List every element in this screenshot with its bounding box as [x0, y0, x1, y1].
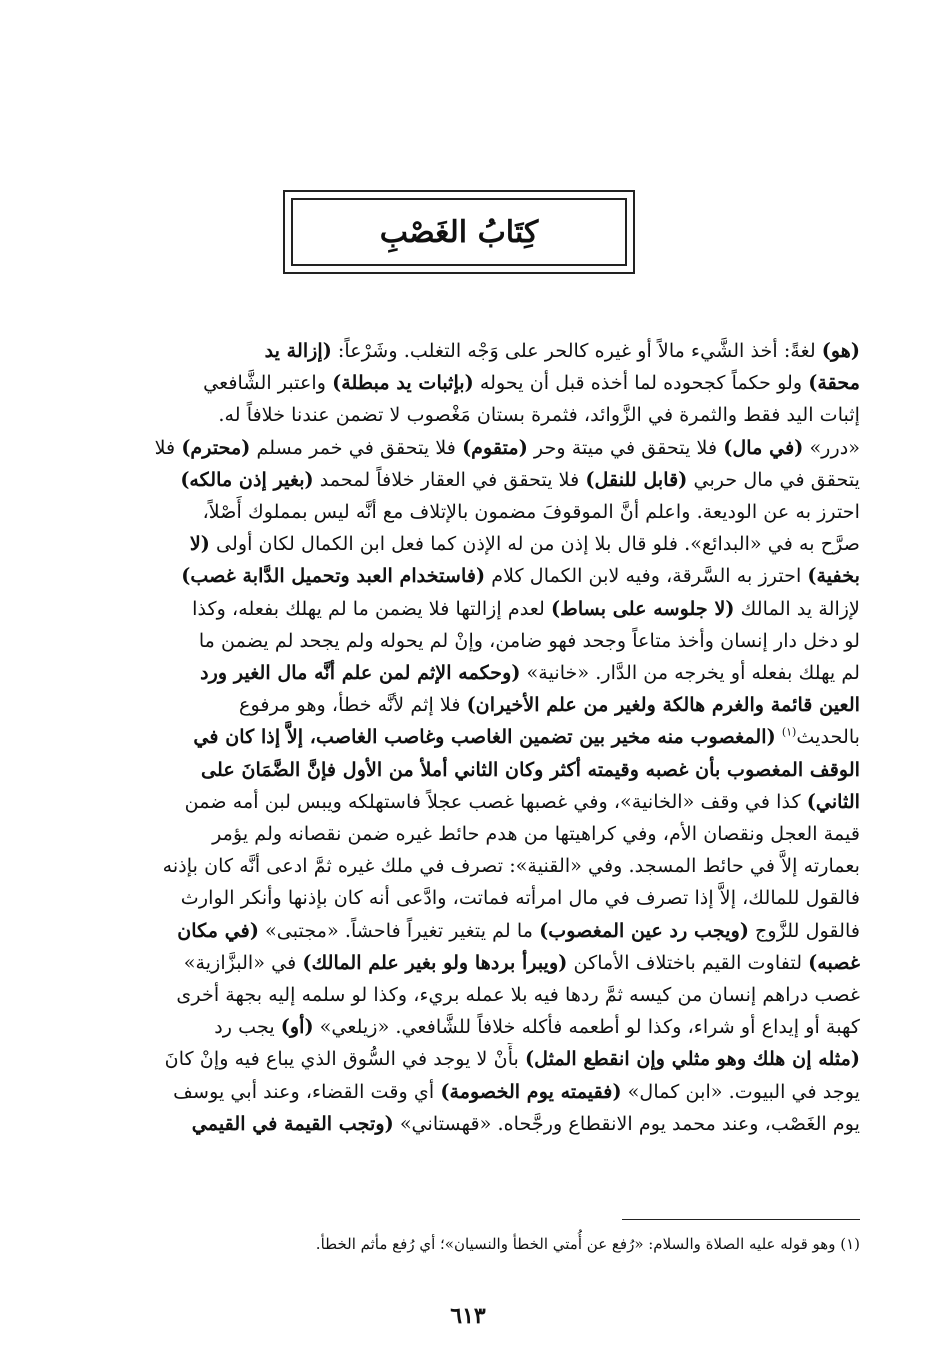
- bold-phrase: (فاستخدام العبد وتحميل الدَّابة غصب): [181, 564, 486, 588]
- text-line: [82, 1076, 860, 1108]
- text-line: [82, 367, 860, 399]
- bold-phrase: (مثله إن هلك وهو مثلي وإن انقطع المثل): [524, 1047, 860, 1071]
- text-segment: بالحديث: [796, 725, 860, 749]
- chapter-title-frame: [283, 190, 635, 274]
- bold-phrase: العين قائمة والغرم هالكة ولغير من علم الأخيران): [466, 693, 860, 717]
- bold-phrase: (متقوم): [462, 435, 528, 459]
- text-line: [82, 593, 860, 625]
- text-segment: واعتبر الشَّافعي: [203, 371, 333, 395]
- text-line: [82, 754, 860, 786]
- text-segment: فلا: [154, 435, 182, 459]
- text-line: [82, 947, 860, 979]
- body-text: [82, 335, 860, 1140]
- bold-phrase: (قابل للنقل): [585, 467, 688, 491]
- text-segment: كهبة أو إيداع أو شراء، وكذا لو أطعمه فأكله خلافاً للشَّافعي. «زيلعي»: [313, 1015, 860, 1039]
- text-segment: ولو حكماً كجحوده لما أخذه قبل أن يحوله: [473, 371, 809, 395]
- text-segment: لتفاوت القيم باختلاف الأماكن: [567, 950, 809, 974]
- text-line: [82, 1043, 860, 1075]
- text-segment: لعدم إزالتها فلا يضمن ما لم يهلك بفعله، وكذا: [192, 596, 551, 620]
- page-number: ٦١٣: [450, 1303, 486, 1329]
- text-line: [82, 721, 860, 753]
- bold-phrase: (محترم): [181, 435, 251, 459]
- text-segment: احترز به عن الوديعة. واعلم أنَّ الموقوفَ مضمون بالإتلاف مع أنَّه ليس بمملوك أَصْلاً،: [202, 500, 860, 524]
- footnote-separator: [622, 1219, 860, 1220]
- text-segment: احترز به السَّرقة، وفيه لابن الكمال كلام: [485, 564, 808, 588]
- bold-phrase: (في مكان: [177, 918, 259, 942]
- text-segment: بعمارته إلاَّ في حائط المسجد. وفي «القنية»: تصرف في ملك غيره ثمَّ ادعى أنَّه كان بإذنه: [162, 854, 860, 878]
- bold-phrase: (بإثبات يد مبطلة): [332, 371, 474, 395]
- text-line: [82, 657, 860, 689]
- text-segment: غصب دراهم إنسان من كيسه ثمَّ ردها فيه بلا عمله بريء، وكذا لو سلمه إليه بجهة أخرى: [176, 983, 860, 1007]
- bold-phrase: (هو): [821, 339, 860, 362]
- text-line: [82, 979, 860, 1011]
- text-line: [82, 1011, 860, 1043]
- text-segment: فلا يتحقق في العقار خلافاً لمحمد: [313, 467, 586, 491]
- text-segment: فالقول للزَّوج: [748, 918, 860, 942]
- bold-phrase: بخفية): [807, 564, 860, 588]
- text-segment: لم يهلك بفعله أو يخرجه من الدَّار. «خانية»: [520, 661, 860, 685]
- text-line: [82, 432, 860, 464]
- text-line: [82, 786, 860, 818]
- bold-phrase: (لا جلوسه على بساط): [551, 596, 735, 620]
- bold-phrase: (ويبرأ بردها ولو بغير علم المالك): [302, 950, 568, 974]
- bold-phrase: الثاني): [806, 789, 860, 813]
- text-segment: إثبات اليد فقط والثمرة في الزَّوائد، فثمرة بستان مَغْصوب لا تضمن عندنا خلافاً له.: [218, 403, 860, 427]
- text-line: [82, 625, 860, 657]
- bold-phrase: (ويجب رد عين المغصوب): [539, 918, 749, 942]
- text-segment: فالقول للمالك، إلاَّ إذا تصرف في مال امرأته فماتت، وادَّعى أنه كان بإذنها وأنكر الوارث: [180, 886, 860, 910]
- text-segment: كذا في وقف «الخانية»، وفي غصبها غصب عجلاً فاستهلكه ويبس لبن أمه ضمن: [184, 789, 807, 813]
- bold-phrase: (أو): [280, 1015, 314, 1039]
- text-segment: يوجد في البيوت. «ابن كمال»: [621, 1079, 860, 1103]
- text-segment: لغةً: أخذ الشَّيء مالاً أو غيره كالحر على وَجْه التغلب. وشَرْعاً:: [331, 339, 822, 362]
- bold-phrase: محقة): [808, 371, 860, 395]
- text-segment: لو دخل دار إنسان وأخذ متاعاً وجحد فهو ضامن، وإنْ لم يحوله ولم يجحد لم يضمن ما: [198, 628, 860, 652]
- chapter-title-inner-frame: [291, 198, 627, 266]
- text-segment: «درر»: [803, 435, 860, 459]
- text-line: [82, 915, 860, 947]
- text-segment: أي وقت القضاء، وعند أبي يوسف: [173, 1079, 441, 1103]
- text-segment: في «البزَّازية»: [183, 950, 303, 974]
- text-line: [82, 689, 860, 721]
- text-segment: لإزالة يد المالك: [734, 596, 860, 620]
- bold-phrase: (وحكمه الإثم لمن علم أنَّه مال الغير ورد: [200, 661, 521, 685]
- bold-phrase: (المغصوب منه مخير بين تضمين الغاصب وغاصب الغاصب، إلاَّ إذا كان في: [193, 725, 776, 749]
- text-line: [82, 560, 860, 592]
- text-line: [82, 464, 860, 496]
- footnote: (١) وهو قوله عليه الصلاة والسلام: «رُفع عن أُمتي الخطأ والنسيان»؛ أي رُفع مأثم الخطأ.: [315, 1235, 860, 1253]
- footnote-marker: (١): [781, 726, 797, 740]
- text-segment: فلا إثم لأنَّه خطأ، وهو مرفوع: [239, 693, 467, 717]
- text-line: [82, 850, 860, 882]
- text-line: [82, 496, 860, 528]
- text-line: [82, 335, 860, 367]
- text-segment: ما لم يتغير تغيراً فاحشاً. «مجتبى»: [258, 918, 540, 942]
- bold-phrase: الوقف المغصوب بأن غصبه وقيمته أكثر وكان الثاني أملأ من الأول فإنَّ الضَّمَانَ على: [200, 757, 860, 781]
- bold-phrase: (إزالة يد: [264, 339, 332, 362]
- chapter-title: كِتَابُ الغَصْبِ: [379, 214, 539, 250]
- bold-phrase: (لا: [189, 532, 210, 556]
- text-line: [82, 1108, 860, 1140]
- text-line: [82, 818, 860, 850]
- text-segment: يتحقق في مال حربي: [687, 467, 860, 491]
- bold-phrase: (بغير إذن مالكه): [180, 467, 314, 491]
- bold-phrase: (في مال): [723, 435, 804, 459]
- text-segment: صرَّح به في «البدائع». فلو قال بلا إذن من له الإذن كما فعل ابن الكمال لكان أولى: [209, 532, 860, 556]
- text-segment: قيمة العجل ونقصان الأم، وفي كراهيتها من هدم حائط غيره ضمن نقصانه ولم يؤمر: [212, 822, 860, 846]
- bold-phrase: (وتجب القيمة في القيمي: [191, 1111, 394, 1135]
- text-segment: بأَنْ لا يوجد في السُّوق الذي يباع فيه وإنْ كانَ: [164, 1047, 525, 1071]
- bold-phrase: غصبه): [808, 950, 860, 974]
- bold-phrase: (فقيمته يوم الخصومة): [440, 1079, 622, 1103]
- text-line: [82, 528, 860, 560]
- text-line: [82, 882, 860, 914]
- text-segment: فلا يتحقق في ميتة وحر: [527, 435, 724, 459]
- text-segment: يجب رد: [214, 1015, 281, 1039]
- text-segment: فلا يتحقق في خمر مسلم: [250, 435, 463, 459]
- text-segment: يوم الغَصْب، وعند محمد يوم الانقطاع ورجَّحاه. «قهستاني»: [393, 1111, 860, 1135]
- text-line: [82, 399, 860, 431]
